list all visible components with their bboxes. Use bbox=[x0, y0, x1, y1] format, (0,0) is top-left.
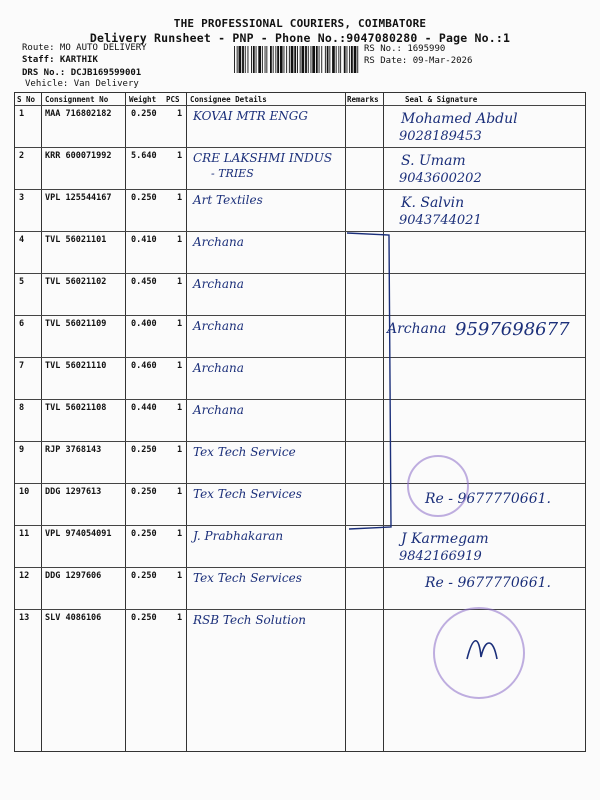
row-pcs: 1 bbox=[177, 319, 183, 329]
row-weight: 0.250 bbox=[131, 613, 157, 623]
route-label: Route: MO AUTO DELIVERY bbox=[22, 43, 147, 53]
row-pcs: 1 bbox=[177, 277, 183, 287]
row-consignee: Tex Tech Service bbox=[193, 445, 296, 459]
row-consignment-no: TVL 56021109 bbox=[45, 319, 107, 329]
row-sno: 4 bbox=[19, 235, 25, 245]
row-signature: S. Umam bbox=[401, 153, 466, 169]
row-pcs: 1 bbox=[177, 403, 183, 413]
signature-scribble bbox=[463, 629, 503, 669]
row-sno: 13 bbox=[19, 613, 30, 623]
row-pcs: 1 bbox=[177, 151, 183, 161]
col-consignment: Consignment No bbox=[45, 95, 109, 104]
row-weight: 0.250 bbox=[131, 109, 157, 119]
row-sno: 1 bbox=[19, 109, 25, 119]
staff-label: Staff: KARTHIK bbox=[22, 55, 98, 65]
company-stamp-1 bbox=[407, 455, 469, 517]
row-consignee: Tex Tech Services bbox=[193, 571, 302, 585]
row-consignee: J. Prabhakaran bbox=[193, 529, 284, 543]
row-phone: 9043744021 bbox=[399, 213, 482, 228]
row-signature: Re - 9677770661. bbox=[425, 575, 551, 591]
row-consignment-no: TVL 56021102 bbox=[45, 277, 107, 287]
rs-number: RS No.: 1695990 bbox=[364, 44, 446, 54]
row-pcs: 1 bbox=[177, 109, 183, 119]
col-consignee: Consignee Details bbox=[190, 95, 267, 104]
col-remarks: Remarks bbox=[347, 95, 379, 104]
row-sno: 6 bbox=[19, 319, 25, 329]
row-signature: Mohamed Abdul bbox=[401, 111, 518, 127]
row-consignee: Art Textiles bbox=[193, 193, 263, 207]
row-consignment-no: MAA 716802182 bbox=[45, 109, 112, 119]
row-pcs: 1 bbox=[177, 529, 183, 539]
row-pcs: 1 bbox=[177, 571, 183, 581]
row-consignment-no: KRR 600071992 bbox=[45, 151, 112, 161]
row-pcs: 1 bbox=[177, 487, 183, 497]
row-signature: Archana bbox=[387, 321, 447, 337]
row-consignee: CRE LAKSHMI INDUS bbox=[193, 151, 333, 165]
row-sno: 8 bbox=[19, 403, 25, 413]
row-pcs: 1 bbox=[177, 235, 183, 245]
row-consignment-no: TVL 56021108 bbox=[45, 403, 107, 413]
row-weight: 5.640 bbox=[131, 151, 157, 161]
row-consignment-no: DDG 1297606 bbox=[45, 571, 102, 581]
row-weight: 0.250 bbox=[131, 487, 157, 497]
row-consignee: Archana bbox=[193, 277, 244, 291]
row-sno: 10 bbox=[19, 487, 30, 497]
row-sno: 7 bbox=[19, 361, 25, 371]
runsheet-subtitle: Delivery Runsheet - PNP - Phone No.:9047080280 - Page No.:1 bbox=[89, 31, 511, 45]
row-weight: 0.450 bbox=[131, 277, 157, 287]
barcode-graphic bbox=[234, 46, 360, 73]
row-phone: 9597698677 bbox=[455, 319, 570, 340]
row-weight: 0.250 bbox=[131, 445, 157, 455]
row-phone: 9028189453 bbox=[399, 129, 482, 144]
rs-date: RS Date: 09-Mar-2026 bbox=[364, 56, 473, 66]
row-sno: 5 bbox=[19, 277, 25, 287]
row-consignee: Archana bbox=[193, 403, 244, 417]
row-sno: 11 bbox=[19, 529, 30, 539]
col-pcs: PCS bbox=[166, 95, 180, 104]
row-weight: 0.250 bbox=[131, 529, 157, 539]
row-pcs: 1 bbox=[177, 445, 183, 455]
row-consignee: Archana bbox=[193, 319, 244, 333]
row-phone: 9043600202 bbox=[399, 171, 482, 186]
row-sno: 12 bbox=[19, 571, 30, 581]
row-signature: Re - 9677770661. bbox=[425, 491, 551, 507]
row-consignment-no: VPL 125544167 bbox=[45, 193, 112, 203]
row-sno: 3 bbox=[19, 193, 25, 203]
company-title: THE PROFESSIONAL COURIERS, COIMBATORE bbox=[173, 17, 427, 30]
row-signature: J Karmegam bbox=[401, 531, 489, 547]
row-consignment-no: DDG 1297613 bbox=[45, 487, 102, 497]
row-consignee: RSB Tech Solution bbox=[193, 613, 306, 627]
vehicle-label: Vehicle: Van Delivery bbox=[25, 79, 139, 89]
row-pcs: 1 bbox=[177, 193, 183, 203]
row-consignee: Tex Tech Services bbox=[193, 487, 302, 501]
remarks-bracket-mark bbox=[345, 231, 395, 531]
row-sno: 9 bbox=[19, 445, 25, 455]
col-weight: Weight bbox=[129, 95, 157, 104]
col-seal-signature: Seal & Signature bbox=[405, 95, 478, 104]
row-weight: 0.250 bbox=[131, 571, 157, 581]
row-consignment-no: SLV 4086106 bbox=[45, 613, 102, 623]
row-sno: 2 bbox=[19, 151, 25, 161]
row-consignee-cont: - TRIES bbox=[211, 167, 254, 180]
row-consignment-no: TVL 56021110 bbox=[45, 361, 107, 371]
row-weight: 0.410 bbox=[131, 235, 157, 245]
row-consignment-no: RJP 3768143 bbox=[45, 445, 102, 455]
row-pcs: 1 bbox=[177, 613, 183, 623]
row-weight: 0.460 bbox=[131, 361, 157, 371]
row-signature: K. Salvin bbox=[401, 195, 465, 211]
row-consignee: Archana bbox=[193, 235, 244, 249]
row-phone: 9842166919 bbox=[399, 549, 482, 564]
row-weight: 0.400 bbox=[131, 319, 157, 329]
row-consignee: Archana bbox=[193, 361, 244, 375]
row-consignee: KOVAI MTR ENGG bbox=[193, 109, 308, 123]
drs-label: DRS No.: DCJB169599001 bbox=[22, 68, 142, 78]
row-weight: 0.440 bbox=[131, 403, 157, 413]
row-pcs: 1 bbox=[177, 361, 183, 371]
row-consignment-no: TVL 56021101 bbox=[45, 235, 107, 245]
row-weight: 0.250 bbox=[131, 193, 157, 203]
row-consignment-no: VPL 974054091 bbox=[45, 529, 112, 539]
col-sno: S No bbox=[17, 95, 36, 104]
delivery-table bbox=[14, 92, 586, 752]
